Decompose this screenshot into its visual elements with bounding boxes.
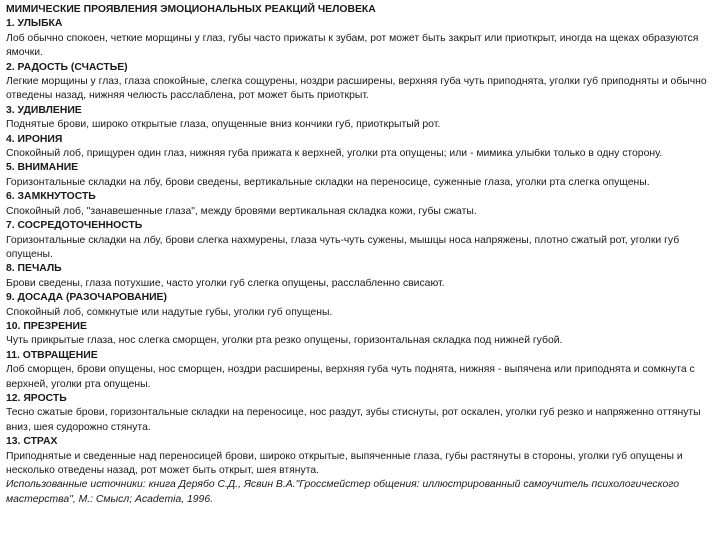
section-surprise (6, 104, 712, 133)
section-text: Тесно сжатые брови, горизонтальные складки на переносице, нос раздут, зубы стиснуты, рот оскален, уголки губ резко и напряженно оттянуты вниз, шея судорожно стянута. (6, 407, 701, 433)
section-text: Спокойный лоб, сомкнутые или надутые губы, уголки губ опущены. (6, 306, 333, 318)
section-text: Спокойный лоб, "занавешенные глаза", между бровями вертикальная складка кожи, губы сжаты. (6, 205, 477, 217)
section-heading: 12. ЯРОСТЬ (6, 392, 67, 404)
section-heading: 11. ОТВРАЩЕНИЕ (6, 349, 98, 361)
document-page (6, 3, 712, 507)
section-contempt (6, 320, 712, 349)
section-heading: 13. СТРАХ (6, 436, 58, 448)
section-text: Лоб сморщен, брови опущены, нос сморщен, ноздри расширены, верхняя губа чуть поднята, нижняя - выпячена или приподнята и сомкнута с верхней, уголки рта опущены. (6, 364, 695, 390)
section-attention (6, 161, 712, 190)
section-heading: 2. РАДОСТЬ (СЧАСТЬЕ) (6, 61, 128, 73)
section-text: Чуть прикрытые глаза, нос слегка сморщен, уголки рта резко опущены, горизонтальная складка под нижней губой. (6, 335, 563, 347)
section-concentration (6, 219, 712, 262)
section-text: Приподнятые и сведенные над переносицей брови, широко открытые, выпяченные глаза, губы растянуты в стороны, уголки губ опущены и несколько отведены назад, рот может быть открыт, шея втянута. (6, 450, 683, 476)
section-text: Горизонтальные складки на лбу, брови сведены, вертикальные складки на переносице, суженные глаза, уголки рта слегка опущены. (6, 176, 650, 188)
section-disgust (6, 349, 712, 392)
section-irony (6, 133, 712, 162)
section-sadness (6, 262, 712, 291)
section-heading: 1. УЛЫБКА (6, 18, 63, 30)
section-heading: 7. СОСРЕДОТОЧЕННОСТЬ (6, 220, 143, 232)
section-disappointment (6, 291, 712, 320)
section-joy (6, 61, 712, 104)
section-fear (6, 435, 712, 478)
document-title: МИМИЧЕСКИЕ ПРОЯВЛЕНИЯ ЭМОЦИОНАЛЬНЫХ РЕАКЦИЙ ЧЕЛОВЕКА (6, 4, 376, 15)
section-smile (6, 17, 712, 60)
section-text: Поднятые брови, широко открытые глаза, опущенные вниз кончики губ, приоткрытый рот. (6, 119, 441, 131)
section-heading: 4. ИРОНИЯ (6, 133, 63, 145)
section-reserve (6, 190, 712, 219)
section-heading: 8. ПЕЧАЛЬ (6, 263, 62, 275)
section-rage (6, 392, 712, 435)
section-text: Лоб обычно спокоен, четкие морщины у глаз, губы часто прижаты к зубам, рот может быть закрыт или приоткрыт, иногда на щеках образуются ямочки. (6, 32, 699, 59)
section-heading: 9. ДОСАДА (РАЗОЧАРОВАНИЕ) (6, 292, 167, 304)
section-text: Легкие морщины у глаз, глаза спокойные, слегка сощурены, ноздри расширены, верхняя губа чуть приподнята, уголки губ приподняты и обычно отведены назад, нижняя челюсть расслаблена, рот может быть приоткрыт. (6, 76, 707, 102)
section-heading: 6. ЗАМКНУТОСТЬ (6, 191, 96, 203)
section-text: Спокойный лоб, прищурен один глаз, нижняя губа прижата к верхней, уголки рта опущены; или - мимика улыбки только в одну сторону. (6, 148, 663, 160)
section-text: Брови сведены, глаза потухшие, часто уголки губ слегка опущены, расслабленно свисают. (6, 277, 445, 289)
section-heading: 5. ВНИМАНИЕ (6, 162, 79, 174)
section-heading: 10. ПРЕЗРЕНИЕ (6, 320, 87, 332)
section-heading: 3. УДИВЛЕНИЕ (6, 104, 82, 116)
sources-note: Использованные источники: книга Дерябо С.Д., Ясвин В.А."Гроссмейстер общения: иллюстрированный самоучитель психологического мастерства", М.: Смысл; Academia, 1996. (6, 479, 680, 505)
section-text: Горизонтальные складки на лбу, брови слегка нахмурены, глаза чуть-чуть сужены, мышцы носа напряжены, плотно сжатый рот, уголки губ опущены. (6, 234, 680, 260)
